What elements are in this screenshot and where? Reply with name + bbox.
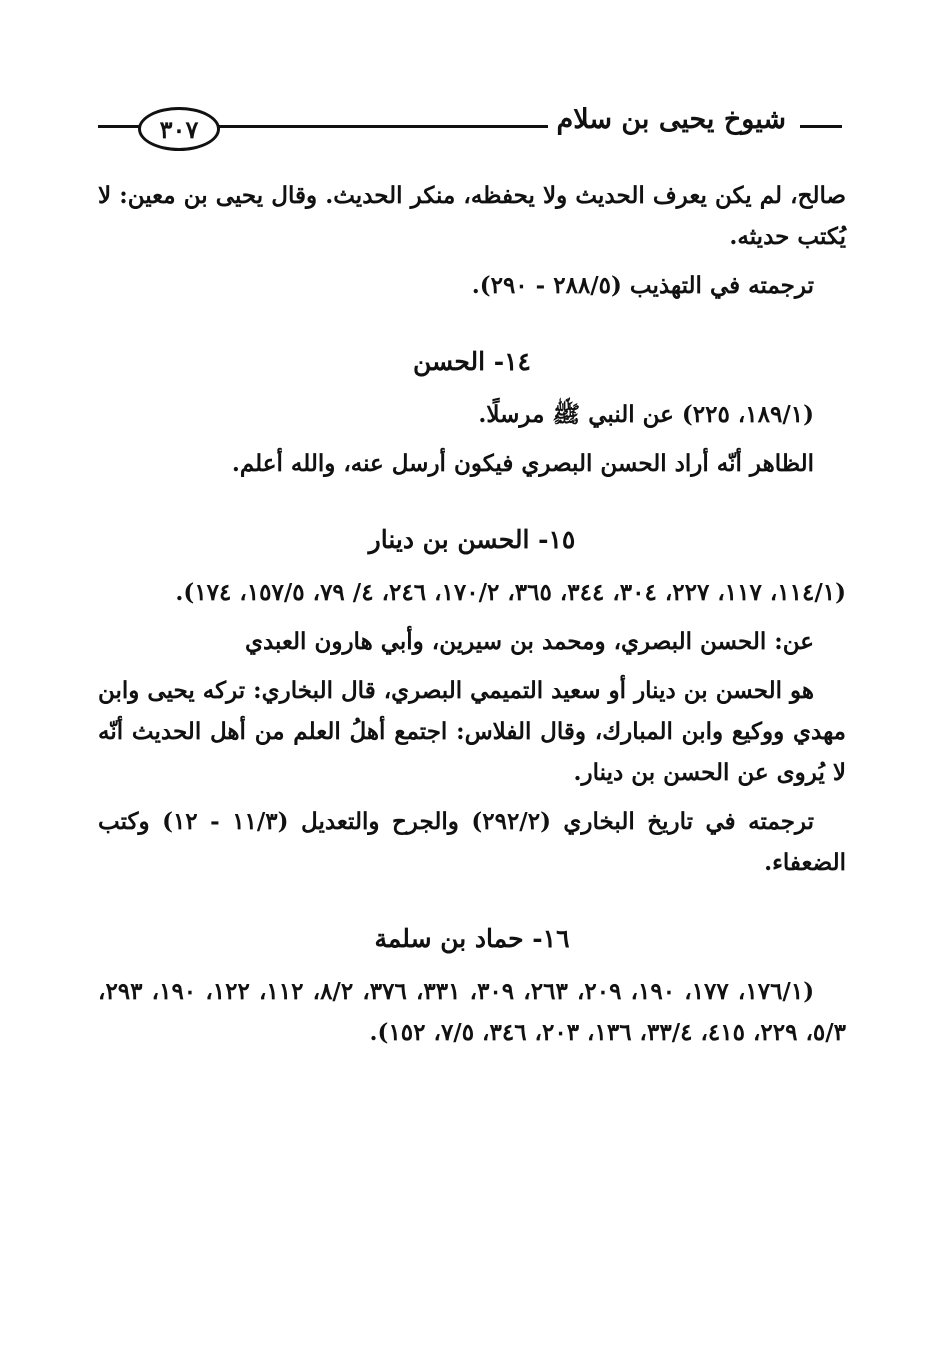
intro-paragraph: صالح، لم يكن يعرف الحديث ولا يحفظه، منكر الحديث. وقال يحيى بن معين: لا يُكتب حديثه. xyxy=(98,182,847,250)
page-body xyxy=(98,175,846,1053)
entry-15-heading: ١٥- الحسن بن دينار xyxy=(368,525,576,554)
header-rule-right xyxy=(800,125,842,128)
entry-14-note: الظاهر أنّه أراد الحسن البصري فيكون أرسل عنه، والله أعلم. xyxy=(231,450,814,477)
page-number-badge: ٣٠٧ xyxy=(138,107,220,151)
entry-15-teachers: عن: الحسن البصري، ومحمد بن سيرين، وأبي هارون العبدي xyxy=(244,628,814,655)
intro-reference: ترجمته في التهذيب (٢٨٨/٥ - ٢٩٠). xyxy=(471,272,814,299)
entry-14-heading: ١٤- الحسن xyxy=(413,347,531,376)
entry-14-citation: (١٨٩/١، ٢٢٥) عن النبي ﷺ مرسلًا. xyxy=(478,401,814,428)
entry-16-heading: ١٦- حماد بن سلمة xyxy=(374,924,570,953)
entry-15-reference: ترجمته في تاريخ البخاري (٢٩٢/٢) والجرح والتعديل (١١/٣ - ١٢) وكتب الضعفاء. xyxy=(98,808,846,876)
entry-16-citation: (١٧٦/١، ١٧٧، ١٩٠، ٢٠٩، ٢٦٣، ٣٠٩، ٣٣١، ٣٧٦، ٨/٢، ١١٢، ١٢٢، ١٩٠، ٢٩٣، ٥/٣، ٢٢٩، ٤١٥، ٣٣/٤، ١٣٦، ٢٠٣، ٣٤٦، ٧/٥، ١٥٢). xyxy=(98,978,846,1046)
header-rule-middle xyxy=(218,125,548,128)
running-header-title: شيوخ يحيى بن سلام xyxy=(556,104,786,135)
header-rule-left xyxy=(98,125,140,128)
entry-15-citation: (١١٤/١، ١١٧، ٢٢٧، ٣٠٤، ٣٤٤، ٣٦٥، ١٧٠/٢، ٢٤٦، ٤/ ٧٩، ١٥٧/٥، ١٧٤). xyxy=(175,579,846,606)
entry-15-biography: هو الحسن بن دينار أو سعيد التميمي البصري، قال البخاري: تركه يحيى وابن مهدي ووكيع وابن المبارك، وقال الفلاس: اجتمع أهلُ العلم من أهل الحديث أنّه لا يُروى عن الحسن بن دينار. xyxy=(98,677,846,786)
